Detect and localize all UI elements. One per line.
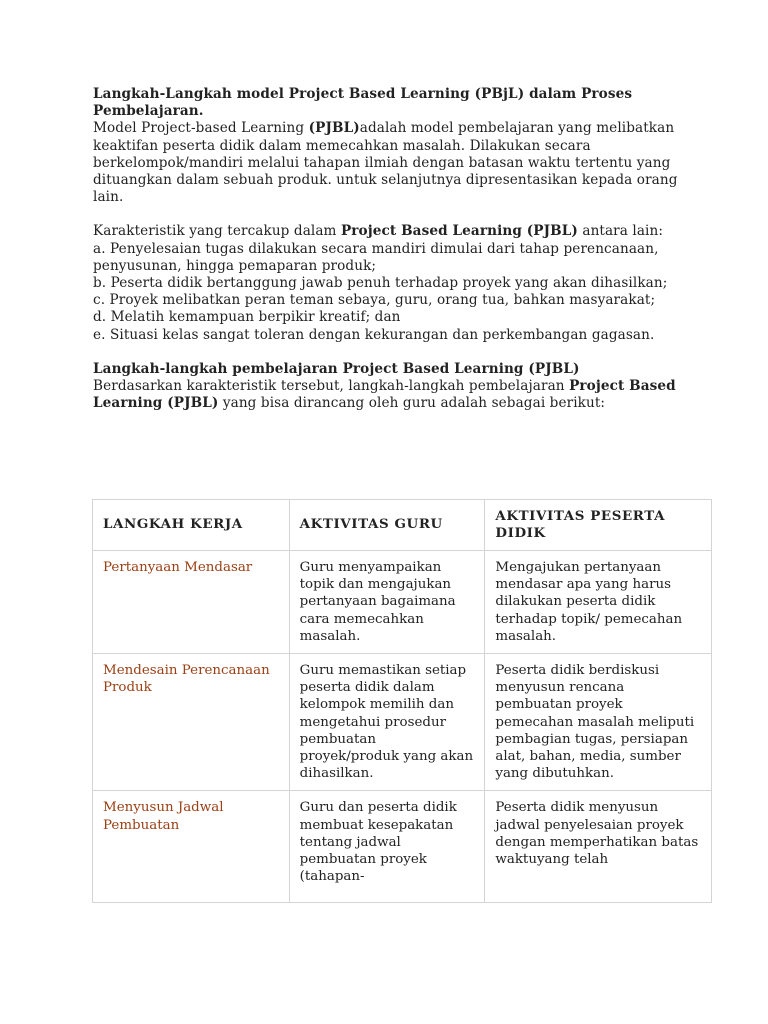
characteristic-item: b. Peserta didik bertanggung jawab penuh terhadap proyek yang akan dihasilkan; [93,275,668,292]
steps-heading: Langkah-langkah pembelajaran Project Based Learning (PJBL) [93,360,580,377]
header-langkah-kerja: LANGKAH KERJA [93,500,290,551]
steps-table [92,499,712,903]
document-title: Langkah-Langkah model Project Based Learning (PBjL) dalam Proses Pembelajaran. [93,86,633,120]
teacher-activity-cell: Guru dan peserta didik membuat kesepakatan tentang jadwal pembuatan proyek (tahapan- [289,791,485,903]
intro-bold: (PJBL) [308,120,360,137]
student-activity-cell: Peserta didik menyusun jadwal penyelesaian proyek dengan memperhatikan batas waktuyang telah [485,791,712,903]
steps-suffix: yang bisa dirancang oleh guru adalah sebagai berikut: [218,395,606,412]
characteristic-item: c. Proyek melibatkan peran teman sebaya, guru, orang tua, bahkan masyarakat; [93,292,656,309]
header-aktivitas-peserta-didik: AKTIVITAS PESERTA DIDIK [485,500,712,551]
characteristic-item: d. Melatih kemampuan berpikir kreatif; dan [93,309,401,326]
table-header-row [93,500,712,551]
characteristic-item: a. Penyelesaian tugas dilakukan secara mandiri dimulai dari tahap perencanaan, penyusunan, hingga pemaparan produk; [93,240,659,274]
student-activity-cell: Peserta didik berdiskusi menyusun rencana pembuatan proyek pemecahan masalah meliputi pembagian tugas, persiapan alat, bahan, media, sumber yang dibutuhkan. [485,654,712,791]
intro-rest: adalah model pembelajaran yang melibatkan keaktifan peserta didik dalam memecahkan masalah. Dilakukan secara berkelompok/mandiri melalui tahapan ilmiah dengan batasan waktu tertentu yang dituangkan dalam sebuah produk. untuk selanjutnya dipresentasikan kepada orang lain. [93,120,678,206]
characteristics-suffix: antara lain: [577,223,664,240]
steps-bold: Project Based Learning (PJBL) [93,378,676,412]
table-row [93,791,712,903]
teacher-activity-cell: Guru memastikan setiap peserta didik dalam kelompok memilih dan mengetahui prosedur pembuatan proyek/produk yang akan dihasilkan. [289,654,485,791]
characteristics-prefix: Karakteristik yang tercakup dalam [93,223,341,240]
document-body [93,86,683,412]
steps-intro [93,378,683,412]
characteristics-intro [93,223,683,240]
step-cell: Mendesain Perencanaan Produk [93,654,290,791]
characteristic-item: e. Situasi kelas sangat toleran dengan kekurangan dan perkembangan gagasan. [93,326,655,343]
intro-prefix: Model Project-based Learning [93,120,309,137]
table-row [93,551,712,654]
step-cell: Menyusun Jadwal Pembuatan [93,791,290,903]
intro-paragraph [93,120,683,206]
table-row [93,654,712,791]
header-aktivitas-guru: AKTIVITAS GURU [289,500,485,551]
step-cell: Pertanyaan Mendasar [93,551,290,654]
characteristics-bold: Project Based Learning (PJBL) [340,223,578,240]
teacher-activity-cell: Guru menyampaikan topik dan mengajukan pertanyaan bagaimana cara memecahkan masalah. [289,551,485,654]
student-activity-cell: Mengajukan pertanyaan mendasar apa yang harus dilakukan peserta didik terhadap topik/ pemecahan masalah. [485,551,712,654]
steps-prefix: Berdasarkan karakteristik tersebut, langkah-langkah pembelajaran [93,378,570,395]
